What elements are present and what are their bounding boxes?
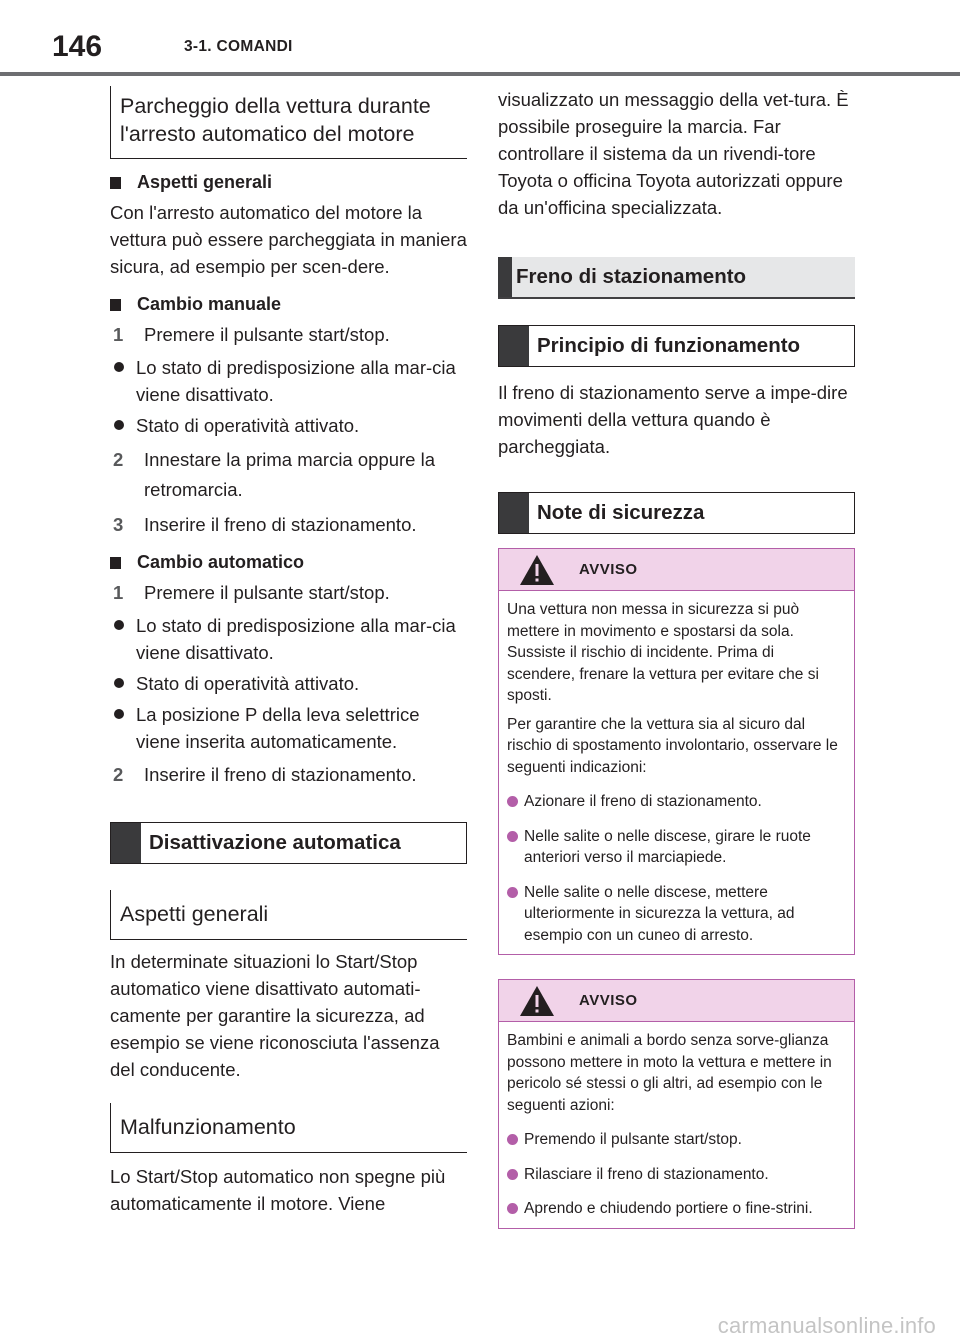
heading-marker — [499, 326, 529, 366]
warning-bullet-text: Rilasciare il freno di stazionamento. — [524, 1165, 769, 1183]
step-item — [110, 579, 467, 606]
bullet-dot-icon — [110, 412, 136, 439]
warning-bullet — [507, 1164, 844, 1186]
bullet-dot-icon — [110, 701, 136, 755]
heading-label: Freno di stazionamento — [516, 265, 747, 288]
bullet-text: Lo stato di predisposizione alla mar-cia viene disattivato. — [136, 615, 456, 663]
warning-box-2 — [498, 979, 855, 1229]
step-item — [110, 511, 467, 538]
subhead-cambio-automatico — [110, 552, 467, 573]
warning-triangle-icon — [519, 985, 555, 1017]
warning-bullet-text: Azionare il freno di stazionamento. — [524, 793, 762, 810]
heading-marker — [498, 257, 512, 297]
bullet-dot-icon — [110, 670, 136, 697]
step-text: Premere il pulsante start/stop. — [144, 582, 390, 603]
step-number: 3 — [113, 514, 124, 535]
bullet-item — [110, 670, 467, 697]
square-bullet-icon — [110, 299, 121, 311]
step-number: 2 — [113, 764, 124, 785]
bullet-dot-icon — [507, 826, 524, 869]
paragraph: Lo Start/Stop automatico non spegne più automaticamente il motore. Viene — [110, 1166, 446, 1214]
bullet-dot-icon — [507, 882, 524, 947]
subsection-title-malfunzionamento: Malfunzionamento — [110, 1103, 467, 1153]
step-number: 2 — [113, 449, 124, 470]
warning-paragraph: Una vettura non messa in sicurezza si può mettere in movimento e spostarsi da sola. Sussiste il rischio di incidente. Prima di scendere, frenare la vettura per evitare che si sposti. — [507, 601, 819, 704]
subhead-label: Cambio manuale — [137, 294, 282, 314]
step-text: Inserire il freno di stazionamento. — [144, 764, 417, 785]
paragraph: Con l'arresto automatico del motore la vettura può essere parcheggiata in maniera sicura, ad esempio per scen-dere. — [110, 202, 467, 277]
warning-bullet-text: Aprendo e chiudendo portiere o fine-strini. — [524, 1200, 813, 1217]
bullet-dot-icon — [110, 612, 136, 666]
warning-header — [499, 549, 854, 591]
warning-box-1 — [498, 548, 855, 955]
heading-label: Principio di funzionamento — [537, 334, 801, 357]
warning-bullet — [507, 882, 844, 947]
step-number: 1 — [113, 324, 124, 345]
subhead-label: Aspetti generali — [137, 172, 273, 192]
heading-note-di-sicurezza — [498, 492, 855, 534]
step-text: Premere il pulsante start/stop. — [144, 324, 390, 345]
heading-disattivazione-automatica — [110, 822, 467, 864]
watermark: carmanualsonline.info — [717, 1313, 936, 1338]
paragraph: Il freno di stazionamento serve a impe-dire movimenti della vettura quando è parcheggiata. — [498, 382, 848, 457]
heading-freno-di-stazionamento — [498, 257, 855, 299]
warning-bullet-text: Nelle salite o nelle discese, girare le ruote anteriori verso il marciapiede. — [524, 827, 811, 866]
header-divider — [0, 72, 960, 76]
warning-label: AVVISO — [579, 992, 638, 1009]
step-item — [110, 761, 467, 788]
bullet-dot-icon — [110, 354, 136, 408]
subsection-title-parcheggio: Parcheggio della vettura durante l'arresto automatico del motore — [110, 86, 467, 159]
heading-principio-di-funzionamento — [498, 325, 855, 367]
bullet-item — [110, 612, 467, 666]
subhead-cambio-manuale — [110, 294, 467, 315]
bullet-text: Stato di operatività attivato. — [136, 673, 360, 694]
step-item — [110, 445, 467, 505]
square-bullet-icon — [110, 557, 121, 569]
warning-bullet — [507, 1129, 844, 1151]
heading-marker — [499, 493, 529, 533]
bullet-text: Lo stato di predisposizione alla mar-cia viene disattivato. — [136, 357, 456, 405]
warning-label: AVVISO — [579, 561, 638, 578]
heading-marker — [111, 823, 141, 863]
subhead-label: Cambio automatico — [137, 552, 305, 572]
paragraph-continued: visualizzato un messaggio della vet-tura. È possibile proseguire la marcia. Far controllare il sistema da un rivendi-tore Toyota o officina Toyota autorizzati oppure da un'officina specializzata. — [498, 89, 849, 218]
subhead-aspetti-generali — [110, 172, 467, 193]
step-item — [110, 321, 467, 348]
bullet-dot-icon — [507, 1198, 524, 1220]
step-text: Inserire il freno di stazionamento. — [144, 514, 417, 535]
left-column — [110, 86, 467, 1217]
heading-label: Note di sicurezza — [537, 501, 705, 524]
bullet-dot-icon — [507, 791, 524, 813]
warning-paragraph: Bambini e animali a bordo senza sorve-glianza possono mettere in moto la vettura e mettere in pericolo sé stessi o gli altri, ad esempio con le seguenti azioni: — [507, 1032, 832, 1114]
bullet-dot-icon — [507, 1164, 524, 1186]
bullet-item — [110, 412, 467, 439]
heading-label: Disattivazione automatica — [149, 831, 401, 854]
right-column — [498, 86, 855, 1229]
bullet-item — [110, 354, 467, 408]
square-bullet-icon — [110, 177, 121, 189]
warning-bullet-text: Nelle salite o nelle discese, mettere ulteriormente in sicurezza la vettura, ad esempio con un cuneo di arresto. — [524, 883, 795, 944]
bullet-item — [110, 701, 467, 755]
warning-bullet — [507, 1198, 844, 1220]
warning-bullet-text: Premendo il pulsante start/stop. — [524, 1131, 742, 1148]
bullet-text: Stato di operatività attivato. — [136, 415, 360, 436]
warning-bullet — [507, 791, 844, 813]
warning-body — [499, 591, 854, 954]
step-text: Innestare la prima marcia oppure la retromarcia. — [144, 449, 436, 500]
warning-header — [499, 980, 854, 1022]
warning-triangle-icon — [519, 554, 555, 586]
bullet-dot-icon — [507, 1129, 524, 1151]
page-number: 146 — [52, 30, 103, 63]
warning-bullet — [507, 826, 844, 869]
step-number: 1 — [113, 582, 124, 603]
subsection-title-aspetti-generali: Aspetti generali — [110, 890, 467, 940]
bullet-text: La posizione P della leva selettrice viene inserita automaticamente. — [136, 704, 420, 752]
warning-paragraph: Per garantire che la vettura sia al sicuro dal rischio di spostamento involontario, osservare le seguenti indicazioni: — [507, 715, 838, 776]
paragraph: In determinate situazioni lo Start/Stop automatico viene disattivato automati-camente per garantire la sicurezza, ad esempio se viene riconosciuta l'assenza del conducente. — [110, 951, 440, 1080]
warning-body — [499, 1022, 854, 1228]
section-title: 3-1. COMANDI — [184, 38, 293, 55]
